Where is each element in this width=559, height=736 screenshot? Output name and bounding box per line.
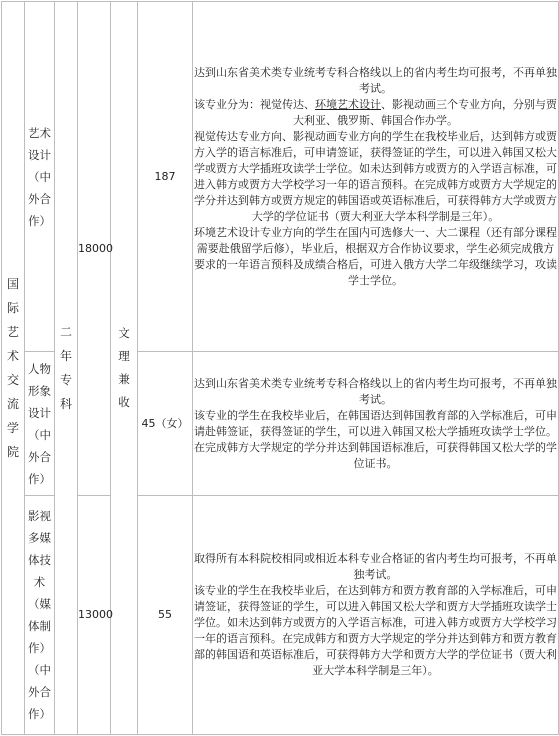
major-name: 影视多媒体技术（媒体制作）（中外合作） xyxy=(28,509,51,721)
college-cell xyxy=(2,2,25,735)
description-cell xyxy=(193,352,559,496)
description-paragraph: 该专业分为：视觉传达、环境艺术设计、影视动画三个专业方向，分别与贾大利亚、俄罗斯、韩国合作办学。 xyxy=(194,97,557,127)
major-cell xyxy=(25,2,55,352)
quota-cell xyxy=(138,2,193,352)
quota-value: 55 xyxy=(158,608,172,621)
env-art-link[interactable]: 环境艺术设计 xyxy=(315,97,381,111)
tuition-value: 13000 xyxy=(78,608,113,621)
tuition-cell xyxy=(78,2,111,496)
description-paragraph: 取得所有本科院校相同或相近本科专业合格证的省内考生均可报考，不再单独考试。 xyxy=(194,552,557,581)
admission-table xyxy=(1,1,559,735)
description-paragraph: 环境艺术设计专业方向的学生在国内可选修大一、大二课程（还有部分课程需要赴俄留学后修），毕业后，根据双方合作协议要求，学生必须完成俄方要求的一年语言预科及成绩合格后，可进入俄方大学二年级继续学习，攻读学士学位。 xyxy=(194,225,557,287)
description-paragraph: 达到山东省美术类专业统考专科合格线以上的省内考生均可报考，不再单独考试。 xyxy=(194,376,557,406)
college-name: 国际艺术交流学院 xyxy=(6,277,19,459)
major-name: 人物形象设计（中外合作） xyxy=(28,361,51,486)
quota-value: 45（女） xyxy=(141,416,189,430)
description-paragraph: 该专业的学生在我校毕业后，在韩国语达到韩国教育部的入学标准后，可申请赴韩签证，获得签证的学生，可以进入韩国又松大学插班攻读学士学位。在完成韩方大学规定的学分并达到韩国语标准后，可获得韩国又松大学的学位证书。 xyxy=(194,408,557,470)
duration-cell xyxy=(55,2,78,735)
description-cell xyxy=(193,496,559,735)
description-paragraph: 达到山东省美术类专业统考专科合格线以上的省内考生均可报考，不再单独考试。 xyxy=(194,65,557,95)
tuition-cell xyxy=(78,496,111,735)
tuition-value: 18000 xyxy=(78,241,113,255)
quota-cell xyxy=(138,496,193,735)
description-paragraph: 视觉传达专业方向、影视动画专业方向的学生在我校毕业后，达到韩方或贾方入学的语言标准后，可申请签证，获得签证的学生，可以进入韩国又松大学或贾方大学插班攻读学士学位。如未达到韩方或贾方的入学语言标准，可进入韩方或贾方大学校学习一年的语言预科。在完成韩方或贾方大学规定的学分并达到韩方或贾方规定的韩国语或英语标准后，可获得韩方大学或贾方大学的学位证书（贾大利亚大学本科学制是三年）。 xyxy=(194,129,557,223)
description-cell xyxy=(193,2,559,352)
quota-value: 187 xyxy=(154,169,176,183)
description-paragraph: 该专业的学生在我校毕业后，在达到韩方和贾方教育部的入学标准后，可申请签证，获得签证的学生，可以进入韩国又松大学和贾方大学插班攻读学士学位。如未达到韩方或贾方的入学语言标准，可进入韩方或贾方大学校学习一年的语言预科。在完成韩方和贾方大学规定的学分并达到韩方和贾方教育部的韩国语和英语标准后，可获得韩方大学和贾方大学的学位证书（贾大利亚大学本科学制是三年）。 xyxy=(194,584,557,677)
quota-cell xyxy=(138,352,193,496)
subject-type-text: 文理兼收 xyxy=(118,326,130,409)
major-cell xyxy=(25,352,55,496)
major-name: 艺术设计（中外合作） xyxy=(28,125,51,228)
duration-text: 二年专科 xyxy=(59,325,72,411)
subject-type-cell xyxy=(111,2,138,735)
major-cell xyxy=(25,496,55,735)
